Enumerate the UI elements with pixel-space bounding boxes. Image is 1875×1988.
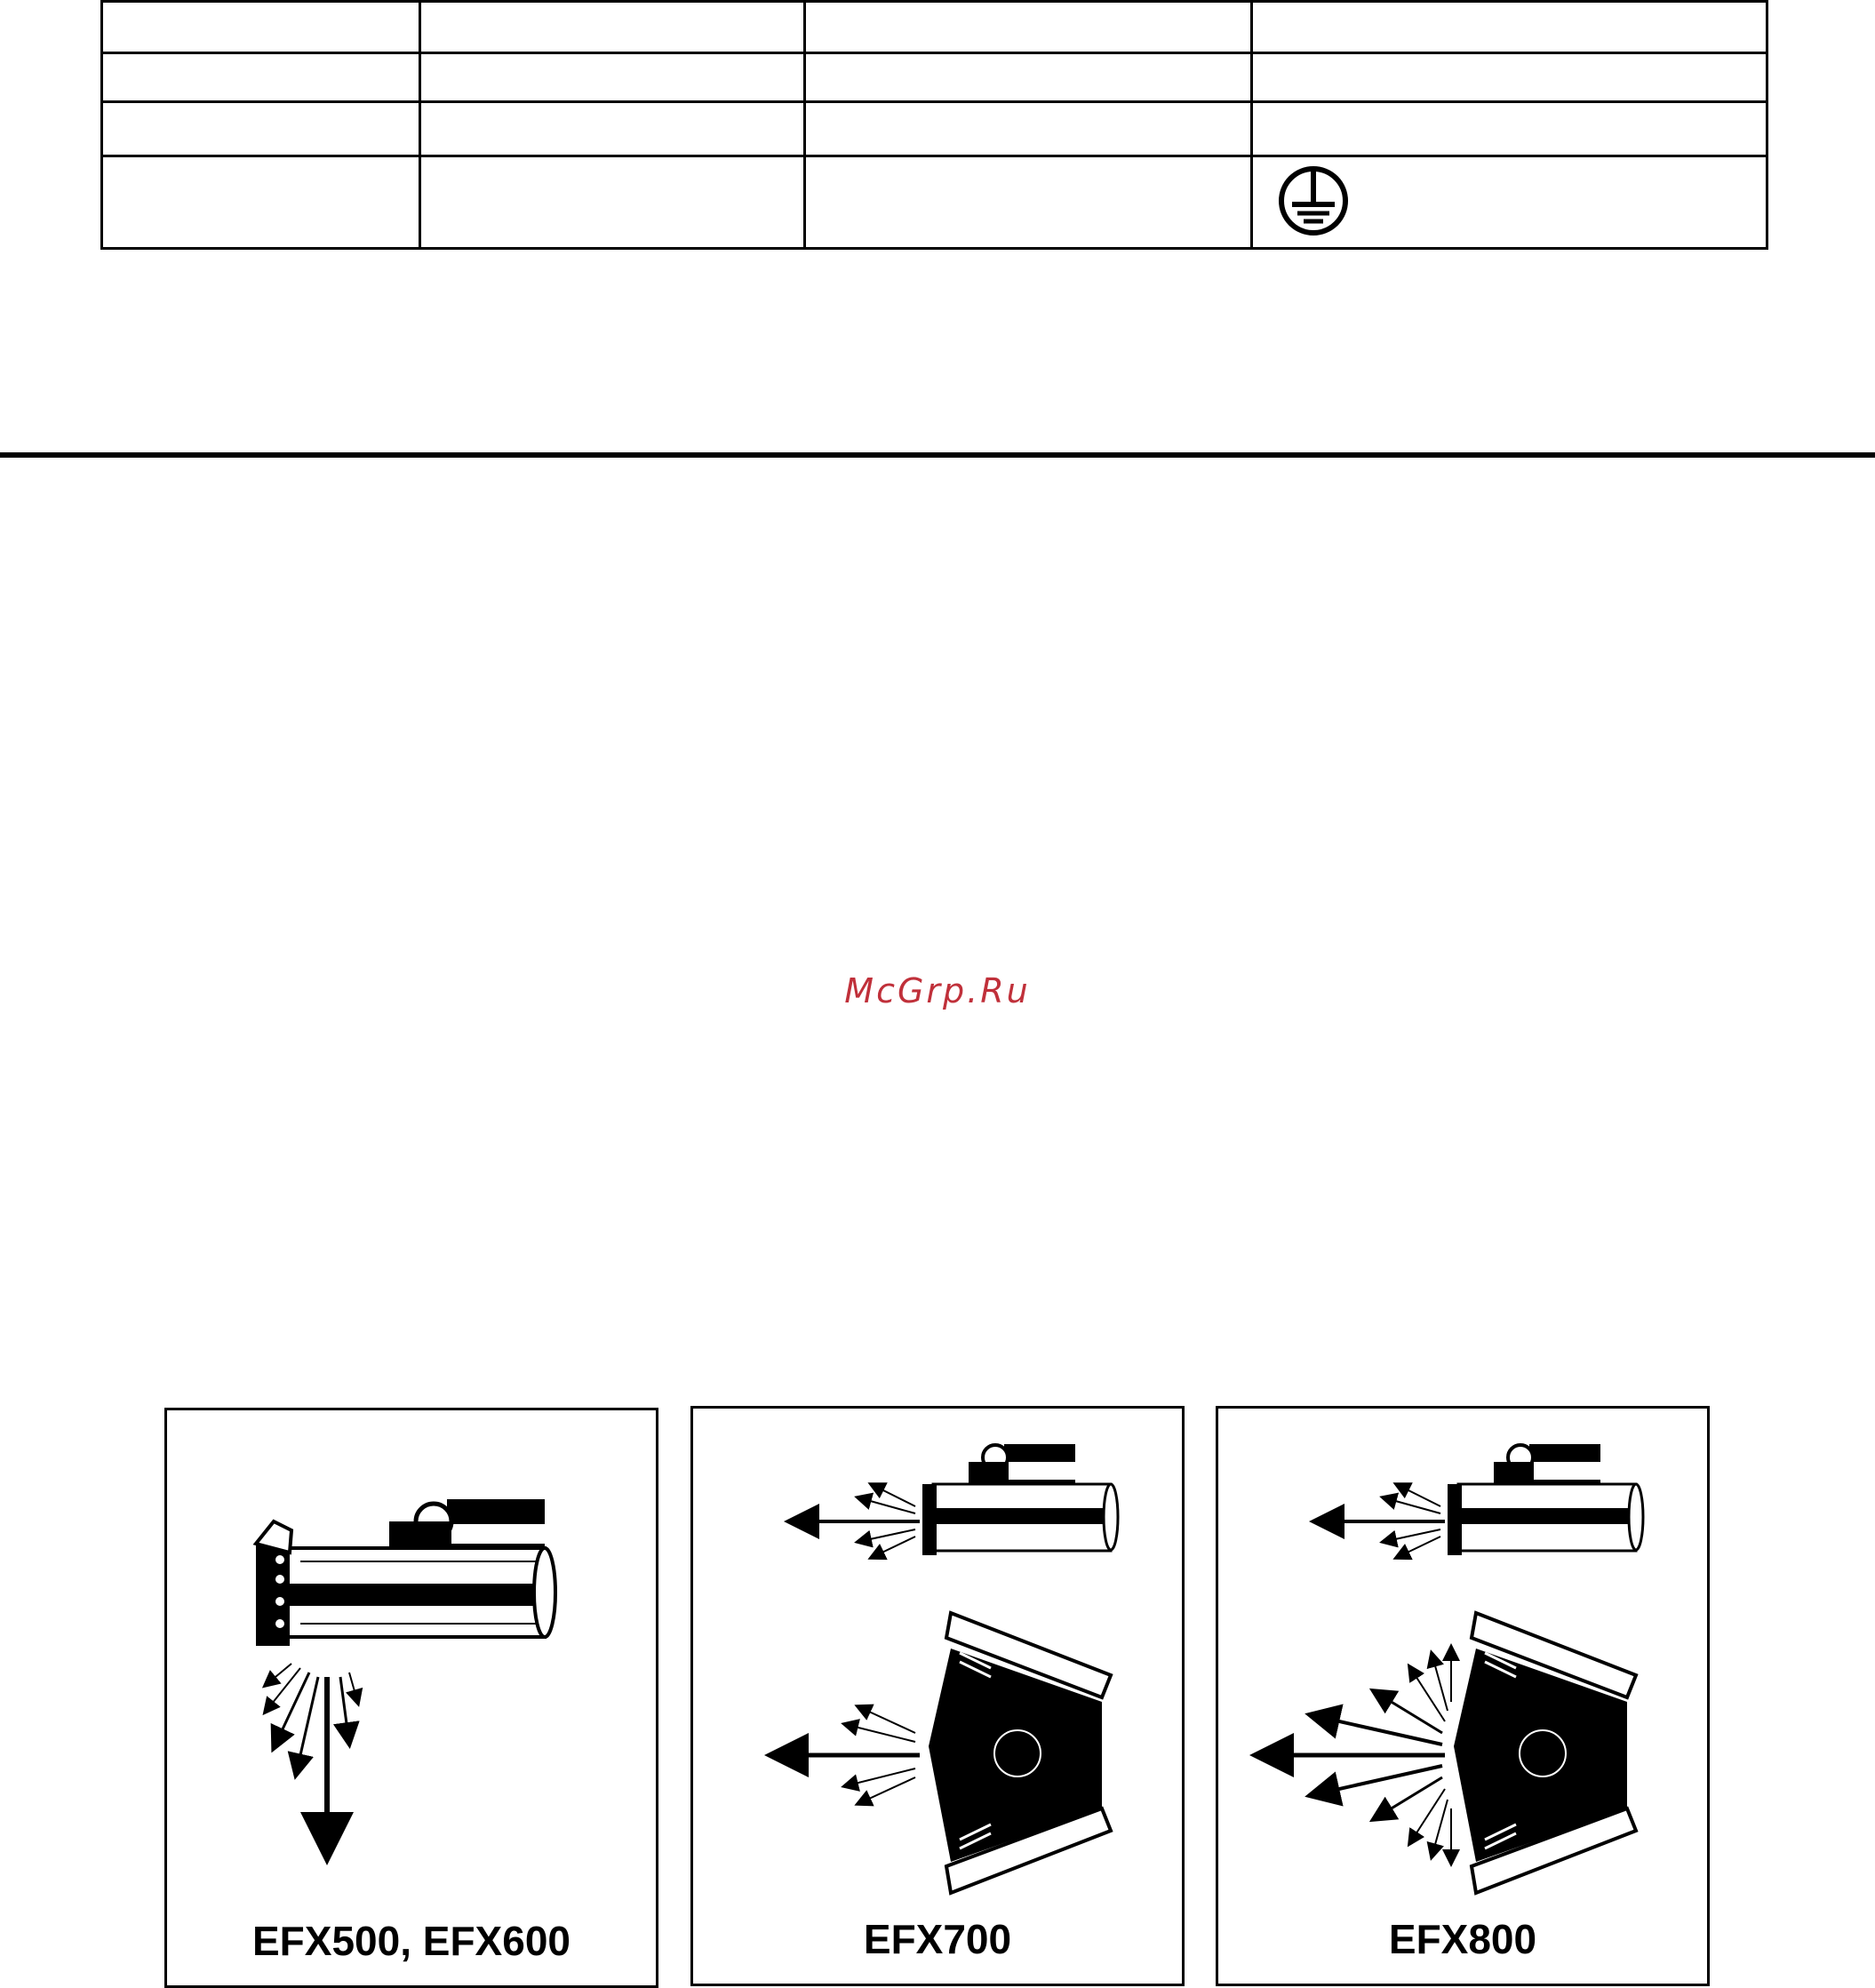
figure-caption: EFX500, EFX600 — [252, 1918, 570, 1964]
watermark-text: McGrp.Ru — [844, 971, 1031, 1010]
table-cell — [1252, 2, 1767, 53]
figure-panel-efx800 — [1216, 1406, 1710, 1986]
table-cell — [805, 2, 1252, 53]
figure-panel-efx500-efx600 — [164, 1408, 658, 1988]
table-row — [102, 2, 1767, 53]
fixture-wide-beam-illustration — [1218, 1409, 1707, 1906]
table-cell — [1252, 102, 1767, 156]
table-cell — [1252, 53, 1767, 102]
figure-caption: EFX700 — [863, 1916, 1012, 1962]
section-divider — [0, 452, 1875, 458]
table-cell — [420, 156, 805, 249]
table-row — [102, 156, 1767, 249]
table-cell — [420, 53, 805, 102]
wiring-table — [100, 0, 1768, 250]
figure-panel-efx700 — [690, 1406, 1185, 1986]
table-row — [102, 102, 1767, 156]
fixture-horizontal-beam-illustration — [693, 1409, 1182, 1906]
table-cell — [102, 102, 420, 156]
table-cell — [102, 53, 420, 102]
table-cell — [102, 2, 420, 53]
protective-earth-ground-icon — [1276, 164, 1351, 238]
table-row — [102, 53, 1767, 102]
table-cell — [420, 2, 805, 53]
table-cell — [805, 156, 1252, 249]
fixture-down-beam-illustration — [167, 1410, 656, 1908]
figure-caption: EFX800 — [1388, 1916, 1537, 1962]
table-cell — [1252, 156, 1767, 249]
table-cell — [420, 102, 805, 156]
table-cell — [102, 156, 420, 249]
table-cell — [805, 53, 1252, 102]
table-cell — [805, 102, 1252, 156]
